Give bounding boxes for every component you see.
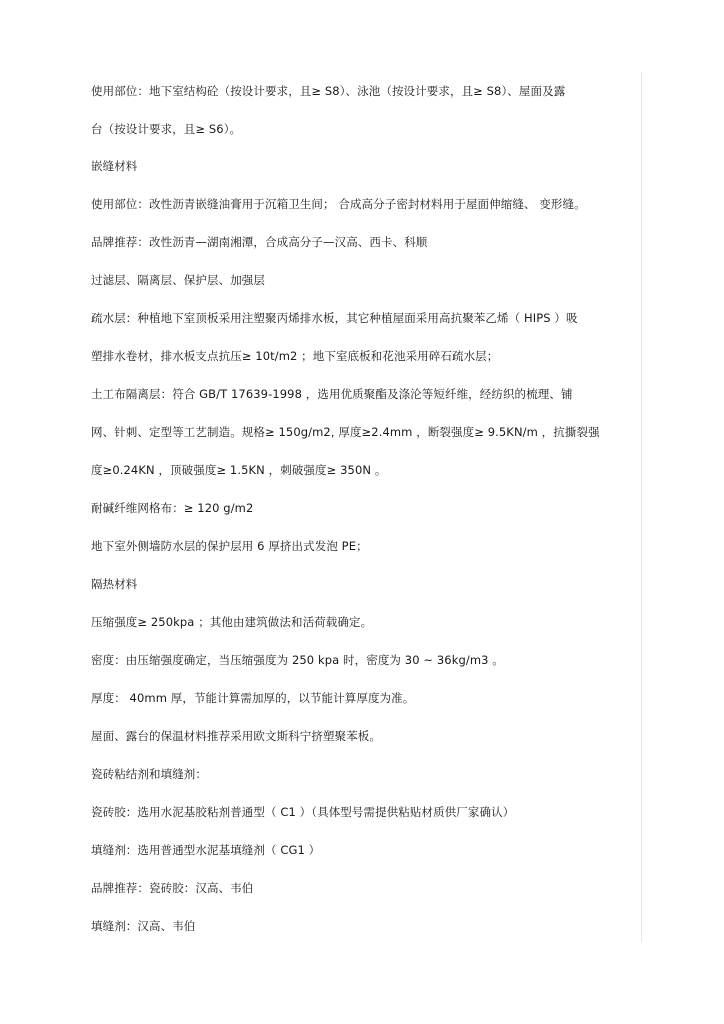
- text-line: 压缩强度≥ 250kpa ；其他由建筑做法和活荷载确定。: [91, 615, 373, 629]
- text-line: 度≥0.24KN ，顶破强度≥ 1.5KN ，刺破强度≥ 350N 。: [91, 463, 387, 477]
- text-line: 疏水层：种植地下室顶板采用注塑聚丙烯排水板，其它种植屋面采用高抗聚苯乙烯（ HIPS ）吸: [91, 311, 578, 325]
- text-line: 品牌推荐：瓷砖胶：汉高、韦伯: [91, 881, 254, 895]
- text-line: 屋面、露台的保温材料推荐采用欧文斯科宁挤塑聚苯板。: [91, 729, 381, 743]
- text-line: 密度：由压缩强度确定，当压缩强度为 250 kpa 时，密度为 30 ~ 36kg/m3 。: [91, 653, 504, 667]
- text-line: 使用部位：地下室结构砼（按设计要求，且≥ S8）、泳池（按设计要求，且≥ S8）、屋面及露: [91, 84, 566, 98]
- text-line: 地下室外侧墙防水层的保护层用 6 厚挤出式发泡 PE；: [91, 539, 368, 553]
- section-heading-tile-adhesive: 瓷砖粘结剂和填缝剂：: [91, 767, 207, 781]
- text-line: 填缝剂：汉高、韦伯: [91, 919, 196, 933]
- section-heading-layers: 过滤层、隔离层、保护层、加强层: [91, 273, 265, 287]
- text-line: 使用部位：改性沥青嵌缝油膏用于沉箱卫生间； 合成高分子密封材料用于屋面伸缩缝、 变形缝。: [91, 197, 586, 211]
- text-line: 台（按设计要求，且≥ S6）。: [91, 122, 242, 136]
- text-line: 土工布隔离层：符合 GB/T 17639-1998 ，选用优质聚酯及涤沦等短纤维，经纺织的梳理、铺: [91, 387, 573, 401]
- text-line: 耐碱纤维网格布：≥ 120 g/m2: [91, 501, 254, 515]
- text-line: 网、针刺、定型等工艺制造。规格≥ 150g/m2, 厚度≥2.4mm ，断裂强度≥ 9.5KN/m ，抗撕裂强: [91, 425, 600, 439]
- text-line: 厚度： 40mm 厚，节能计算需加厚的，以节能计算厚度为准。: [91, 691, 415, 705]
- text-line: 填缝剂：选用普通型水泥基填缝剂（ CG1 ）: [91, 843, 321, 857]
- text-line: 塑排水卷材，排水板支点抗压≥ 10t/m2 ；地下室底板和花池采用碎石疏水层；: [91, 349, 499, 363]
- section-heading-sealant: 嵌缝材料: [91, 159, 138, 173]
- section-heading-insulation: 隔热材料: [91, 577, 138, 591]
- text-line: 品牌推荐：改性沥青—湖南湘潭，合成高分子—汉高、西卡、科顺: [91, 235, 428, 249]
- text-line: 瓷砖胶：选用水泥基胶粘剂普通型（ C1 ）（具体型号需提供粘贴材质供厂家确认）: [91, 805, 515, 819]
